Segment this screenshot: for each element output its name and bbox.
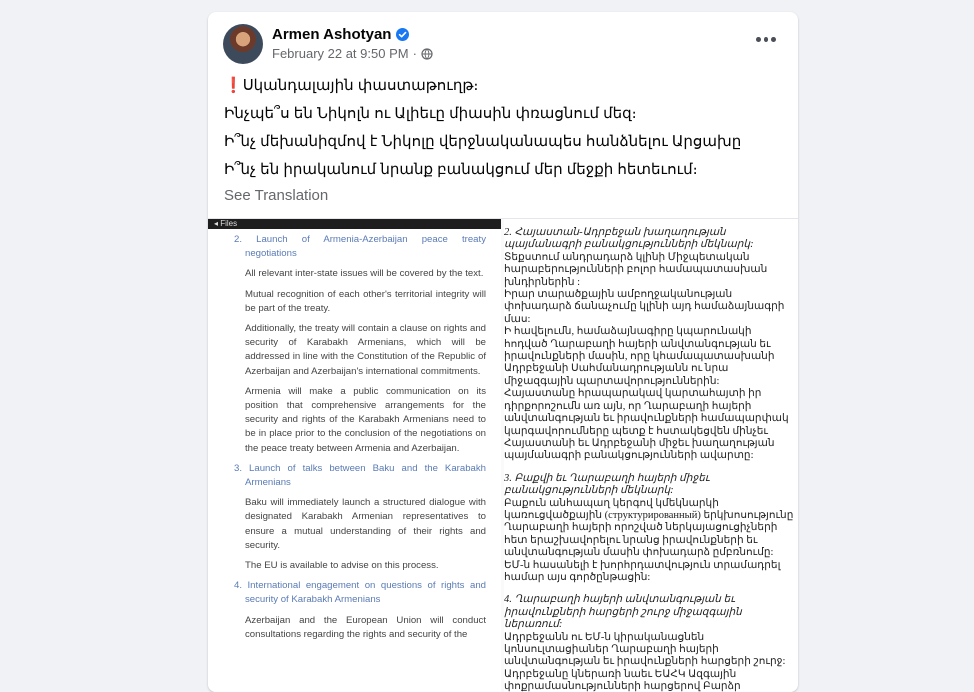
post-timestamp[interactable]: February 22 at 9:50 PM <box>272 46 409 61</box>
post-line: ❗Սկանդալային փաստաթուղթ։ <box>224 77 479 94</box>
english-document-page <box>208 219 501 692</box>
post-meta <box>272 46 433 61</box>
author-row <box>272 26 409 43</box>
translation-paragraph: Ադրբեջանը կներառի նաեւ ԵԱՀԿ Ազգային փոքրամասնությունների հարցերով Բարձր <box>504 668 741 692</box>
translation-heading: 2. Հայաստան-Ադրբեջան խաղաղության պայմանագրի բանակցությունների մեկնարկ: <box>504 227 754 251</box>
post-line: Ինչպե՞ս են Նիկոլն ու Ալիեւը միասին փռացնում մեզ։ <box>224 105 637 122</box>
files-bar: ◂ Files <box>208 219 501 229</box>
translation-paragraph: Ադրբեջանն ու ԵՄ-ն կիրականացնեն կոնսուլտացիաներ Ղարաբաղի հայերի անվտանգության եւ իրավունքների հարցերի շուրջ: <box>504 631 786 668</box>
doc-paragraph: Armenia will make a public communication on its position that comprehensive arrangements for the security and rights of the Karabakh Armenians need to be in place prior to the conclusion of the negotiations on the peace treaty between Armenia and Azerbaijan. <box>245 385 486 454</box>
translation-heading: 4. Ղարաբաղի հայերի անվտանգության եւ իրավունքների հարցերի շուրջ միջազգային ներառում: <box>504 594 742 631</box>
doc-section-heading-cont: negotiations <box>245 248 297 260</box>
translation-paragraph: Բաքուն անհապաղ կերգով կմեկնարկի կառուցվածքային (структурированный) երկխոսությունը Ղարաբաղի հայերի որոշված ներկայացուցիչների հետ երաշխավորելու նրանց իրավունքների եւ անվտանգության մասին փոխադարձ ըմբռնումը: <box>504 497 794 559</box>
doc-gap <box>504 584 796 594</box>
translation-paragraph: Իրար տարածքային ամբողջականության փոխադարձ ճանաչումը կլինի այդ համաձայնագրի մաս: <box>504 289 785 325</box>
doc-paragraph: Baku will immediately launch a structured dialogue with designated Karabakh Armenian representatives to ensure a mutual understanding of their rights and security. <box>245 497 486 551</box>
doc-paragraph: The EU is available to advise on this process. <box>245 560 439 572</box>
translation-paragraph: Ի հավելումն, համաձայնագիրը կպարունակի հոդված Ղարաբաղի հայերի անվտանգության եւ իրավունքների մասին, որը կհամապատասխանի Ադրբեջանի Սահմանադրությանն ու նրա միջազգային պարտավորություններին: <box>504 326 775 387</box>
post-line: Ի՞նչ մեխանիզմով է Նիկոլը վերջնականապես հանձնելու Արցախը <box>224 133 742 150</box>
translation-heading: 3. Բաքվի եւ Ղարաբաղի հայերի միջեւ բանակցությունների մեկնարկ: <box>504 472 710 497</box>
meta-separator: · <box>412 46 417 61</box>
armenian-translation-text <box>504 227 796 692</box>
translation-paragraph: Հայաստանը հրապարակավ կարտահայտի իր դիրքորոշումն առ այն, որ Ղարաբաղի հայերի անվտանգության եւ իրավունքների համապարփակ կարգավորումները պետք է հստակեցվեն մինչեւ Հայաստանի եւ Ադրբեջանի միջեւ խաղաղության պայմանագրի բանակցությունների ավարտը: <box>504 388 789 462</box>
doc-paragraph: All relevant inter-state issues will be covered by the text. <box>245 268 484 280</box>
post-body <box>224 72 784 184</box>
doc-section-heading: 4. International engagement on questions of rights and <box>234 580 486 592</box>
attached-document-image[interactable] <box>208 218 798 692</box>
exclamation-icon: ❗ <box>224 77 243 94</box>
author-name[interactable]: Armen Ashotyan <box>272 26 392 43</box>
english-document-text <box>234 233 486 642</box>
armenian-translation-page <box>504 219 798 692</box>
translation-paragraph: ԵՄ-ն հասանելի է խորհրդատվություն տրամադրել համար այս գործընթացին: <box>504 559 781 583</box>
more-horizontal-icon[interactable] <box>756 34 776 44</box>
doc-paragraph: Additionally, the treaty will contain a clause on rights and security of Karabakh Armenians, which will be addressed in line with the Constitution of the Republic of Azerbaijan and Azerbaijan's international commitments. <box>245 323 486 377</box>
post-line: Ի՞նչ են իրականում նրանք բանակցում մեր մեջքի հետեւում։ <box>224 161 698 178</box>
doc-gap <box>504 463 796 473</box>
doc-paragraph: Mutual recognition of each other's territorial integrity will be part of the treaty. <box>245 288 486 314</box>
doc-section-heading-cont: Armenians <box>245 477 291 489</box>
doc-paragraph: Azerbaijan and the European Union will conduct consultations regarding the rights and security of the <box>245 614 486 640</box>
verified-badge-icon <box>396 28 409 41</box>
avatar[interactable] <box>223 24 263 64</box>
doc-section-heading: 2. Launch of Armenia-Azerbaijan peace treaty <box>234 234 486 245</box>
see-translation-link[interactable]: See Translation <box>224 187 329 204</box>
translation-paragraph: Տեքստում անդրադարձ կլինի Միջպետական հարաբերությունների բոլոր համապատասխան խնդիրներին : <box>504 251 768 288</box>
doc-section-heading: 3. Launch of talks between Baku and the Karabakh <box>234 462 486 474</box>
doc-section-heading-cont: security of Karabakh Armenians <box>245 594 381 606</box>
globe-icon[interactable] <box>421 48 433 60</box>
post-card <box>208 12 798 692</box>
